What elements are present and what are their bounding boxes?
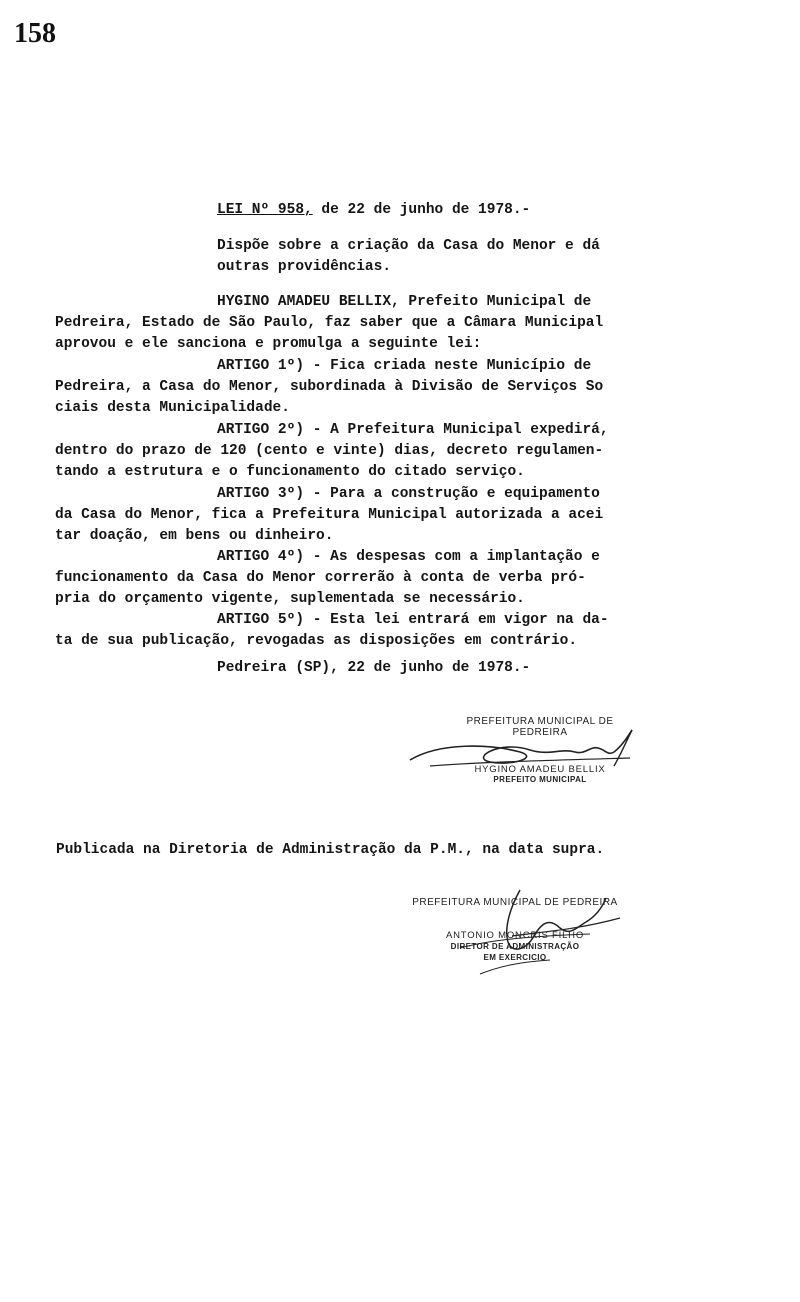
mayor-stamp-name: HYGINO AMADEU BELLIX <box>474 764 606 775</box>
mayor-stamp <box>440 716 640 784</box>
article-3-body: da Casa do Menor, fica a Prefeitura Municipal autorizada a acei tar doação, em bens ou dinheiro. <box>55 507 604 544</box>
law-date: de 22 de junho de 1978.- <box>312 202 531 218</box>
mayor-stamp-office: PREFEITURA MUNICIPAL DE PEDREIRA <box>466 716 614 738</box>
director-stamp-role-status: EM EXERCICIO <box>483 953 547 962</box>
page-number: 158 <box>14 18 56 49</box>
mayor-stamp-role: PREFEITO MUNICIPAL <box>493 775 587 784</box>
article-4-lead: ARTIGO 4º) - As despesas com a implantação e <box>217 549 600 565</box>
closing-date: Pedreira (SP), 22 de junho de 1978.- <box>217 660 531 676</box>
publication-note: Publicada na Diretoria de Administração da P.M., na data supra. <box>56 842 605 858</box>
article-3-lead: ARTIGO 3º) - Para a construção e equipamento <box>217 486 600 502</box>
law-title <box>217 200 530 221</box>
article-5-lead: ARTIGO 5º) - Esta lei entrará em vigor na da- <box>217 612 609 628</box>
article-2-lead: ARTIGO 2º) - A Prefeitura Municipal expedirá, <box>217 422 609 438</box>
director-stamp-name: ANTONIO MONCRIS FILHO <box>445 930 585 941</box>
article-4-body: funcionamento da Casa do Menor correrão à conta de verba pró- pria do orçamento vigente, suplementada se necessário. <box>55 570 586 607</box>
article-3 <box>55 484 655 547</box>
article-1-lead: ARTIGO 1º) - Fica criada neste Município de <box>217 358 592 374</box>
director-stamp <box>410 897 620 963</box>
director-stamp-role: DIRETOR DE ADMINISTRAÇÃO <box>450 942 580 951</box>
law-summary: Dispõe sobre a criação da Casa do Menor e dá outras providências. <box>217 238 600 275</box>
article-5-body: ta de sua publicação, revogadas as disposições em contrário. <box>55 633 578 649</box>
article-1 <box>55 356 655 419</box>
article-2 <box>55 420 655 483</box>
law-number: LEI Nº 958, <box>217 202 313 218</box>
article-2-body: dentro do prazo de 120 (cento e vinte) dias, decreto regulamen- tando a estrutura e o funcionamento do citado serviço. <box>55 443 604 480</box>
intro-lead: HYGINO AMADEU BELLIX, Prefeito Municipal de <box>217 294 592 310</box>
article-4 <box>55 547 655 610</box>
closing-line <box>55 658 655 679</box>
intro-body: Pedreira, Estado de São Paulo, faz saber que a Câmara Municipal aprovou e ele sanciona e promulga a seguinte lei: <box>55 315 604 352</box>
director-stamp-office: PREFEITURA MUNICIPAL DE PEDREIRA <box>412 897 618 908</box>
intro-paragraph <box>55 292 655 355</box>
article-5 <box>55 610 655 652</box>
article-1-body: Pedreira, a Casa do Menor, subordinada à Divisão de Serviços So ciais desta Municipalidade. <box>55 379 604 416</box>
